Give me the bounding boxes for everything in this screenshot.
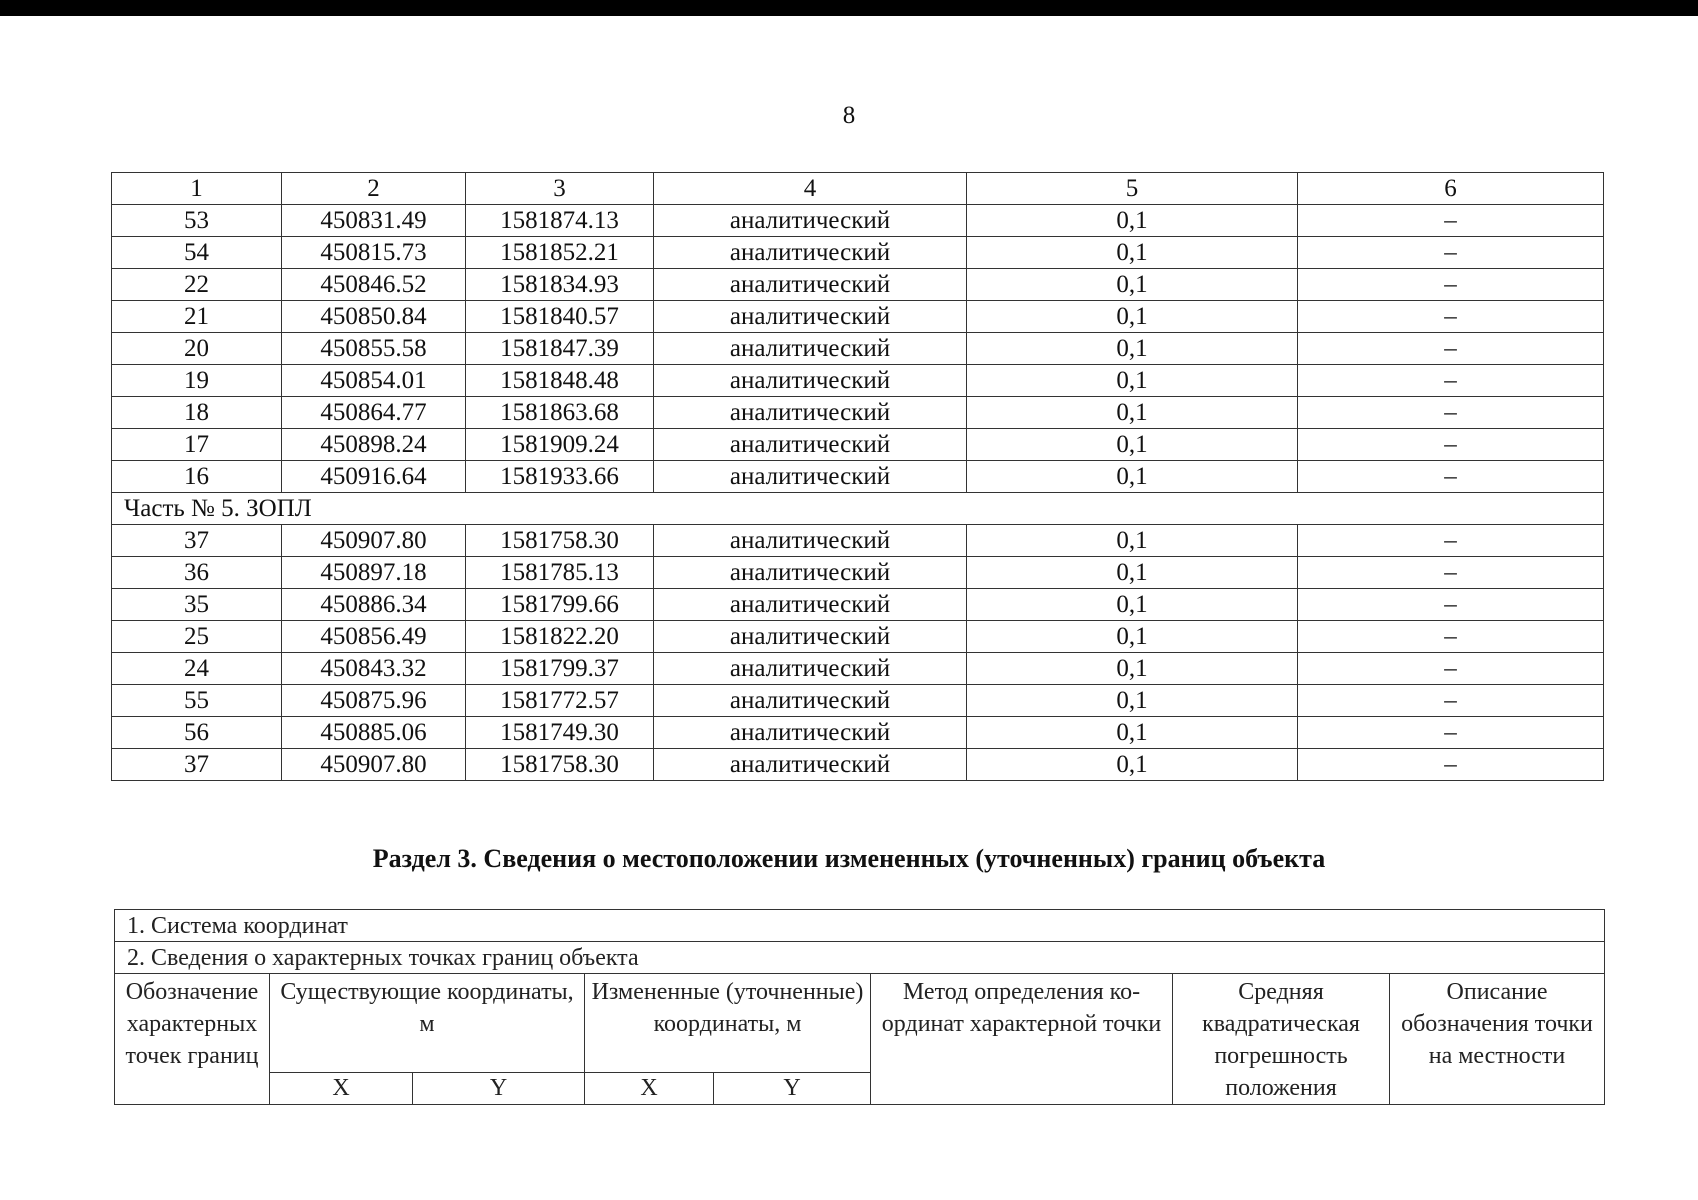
- table-cell: –: [1298, 397, 1604, 429]
- table-cell: 0,1: [967, 525, 1298, 557]
- header-method: Метод определения ко-ординат характерной точки: [871, 974, 1173, 1105]
- table-cell: 18: [112, 397, 282, 429]
- table-cell: 24: [112, 653, 282, 685]
- table-row: [112, 397, 1604, 429]
- header-existing-coords: Существующие координаты, м: [270, 974, 585, 1073]
- table-cell: 1581758.30: [466, 525, 654, 557]
- table-cell: 0,1: [967, 237, 1298, 269]
- table-cell: 1581799.37: [466, 653, 654, 685]
- table-cell: аналитический: [654, 557, 967, 589]
- table-cell: 0,1: [967, 685, 1298, 717]
- table-cell: 35: [112, 589, 282, 621]
- table-cell: 0,1: [967, 717, 1298, 749]
- table-cell: 5: [967, 173, 1298, 205]
- table-cell: 450850.84: [282, 301, 466, 333]
- table-cell: 450907.80: [282, 525, 466, 557]
- table-cell: 1581749.30: [466, 717, 654, 749]
- boundary-points-cell: 2. Сведения о характерных точках границ объекта: [115, 942, 1605, 974]
- table-cell: 37: [112, 525, 282, 557]
- table-cell: аналитический: [654, 717, 967, 749]
- table-cell: 22: [112, 269, 282, 301]
- table-cell: –: [1298, 653, 1604, 685]
- table-cell: аналитический: [654, 685, 967, 717]
- table-cell: 1581785.13: [466, 557, 654, 589]
- section-title: Раздел 3. Сведения о местоположении измененных (уточненных) границ объекта: [372, 844, 1326, 873]
- table-row: [112, 621, 1604, 653]
- table-cell: –: [1298, 333, 1604, 365]
- table-cell: –: [1298, 557, 1604, 589]
- table-cell: 450886.34: [282, 589, 466, 621]
- table-cell: 54: [112, 237, 282, 269]
- table-row: [112, 461, 1604, 493]
- table-cell: 450907.80: [282, 749, 466, 781]
- table-cell: 1581758.30: [466, 749, 654, 781]
- table-cell: аналитический: [654, 237, 967, 269]
- table-cell: 450875.96: [282, 685, 466, 717]
- table-cell: 36: [112, 557, 282, 589]
- table-cell: 0,1: [967, 589, 1298, 621]
- table-cell: аналитический: [654, 429, 967, 461]
- table-cell: 17: [112, 429, 282, 461]
- table-row: [112, 301, 1604, 333]
- table-cell: 55: [112, 685, 282, 717]
- table-cell: 450916.64: [282, 461, 466, 493]
- table-row: [112, 685, 1604, 717]
- table-cell: 1581863.68: [466, 397, 654, 429]
- table-cell: 0,1: [967, 621, 1298, 653]
- page-number: 8: [842, 102, 856, 129]
- table-cell: 450854.01: [282, 365, 466, 397]
- coordinates-table: [111, 172, 1604, 781]
- table-cell: –: [1298, 621, 1604, 653]
- table-cell: аналитический: [654, 653, 967, 685]
- table-cell: 1581834.93: [466, 269, 654, 301]
- table-cell: 16: [112, 461, 282, 493]
- table-cell: –: [1298, 589, 1604, 621]
- table-cell: 3: [466, 173, 654, 205]
- table-cell: аналитический: [654, 461, 967, 493]
- table-cell: 0,1: [967, 557, 1298, 589]
- table-cell: –: [1298, 749, 1604, 781]
- table-cell: 450898.24: [282, 429, 466, 461]
- header-changed-x: X: [585, 1073, 714, 1105]
- table-cell: –: [1298, 461, 1604, 493]
- table-cell: 2: [282, 173, 466, 205]
- top-black-border: [0, 0, 1698, 16]
- table-cell: –: [1298, 365, 1604, 397]
- table-row: [112, 525, 1604, 557]
- table-cell: –: [1298, 429, 1604, 461]
- table-cell: –: [1298, 717, 1604, 749]
- table-cell: 19: [112, 365, 282, 397]
- table-header-row: [112, 173, 1604, 205]
- table-cell: 1581852.21: [466, 237, 654, 269]
- table-cell: аналитический: [654, 333, 967, 365]
- boundary-points-row: [115, 942, 1605, 974]
- table-cell: 0,1: [967, 365, 1298, 397]
- table-cell: –: [1298, 525, 1604, 557]
- table-cell: 6: [1298, 173, 1604, 205]
- table-cell: 1581840.57: [466, 301, 654, 333]
- table-row: [112, 653, 1604, 685]
- table-cell: 0,1: [967, 269, 1298, 301]
- table-cell: аналитический: [654, 397, 967, 429]
- table-cell: 450864.77: [282, 397, 466, 429]
- header-designation: Обозначение характерных точек границ: [115, 974, 270, 1105]
- table-cell: –: [1298, 301, 1604, 333]
- table-cell: 1581847.39: [466, 333, 654, 365]
- table-row: [112, 269, 1604, 301]
- table-cell: –: [1298, 237, 1604, 269]
- table-cell: 1: [112, 173, 282, 205]
- table-cell: аналитический: [654, 525, 967, 557]
- header-row-1: [115, 974, 1605, 1073]
- table-row: [112, 717, 1604, 749]
- changed-boundaries-table: [114, 909, 1605, 1105]
- table-cell: 450843.32: [282, 653, 466, 685]
- table-cell: аналитический: [654, 365, 967, 397]
- coordinate-system-row: [115, 910, 1605, 942]
- table-cell: 1581933.66: [466, 461, 654, 493]
- table-row: [112, 333, 1604, 365]
- table-row: [112, 365, 1604, 397]
- table-row: [112, 557, 1604, 589]
- table-cell: аналитический: [654, 205, 967, 237]
- header-existing-x: X: [270, 1073, 413, 1105]
- table-cell: 0,1: [967, 397, 1298, 429]
- table-cell: 1581874.13: [466, 205, 654, 237]
- table-cell: 450897.18: [282, 557, 466, 589]
- header-changed-y: Y: [714, 1073, 871, 1105]
- table-cell: 1581848.48: [466, 365, 654, 397]
- table-cell: 0,1: [967, 749, 1298, 781]
- table-cell: аналитический: [654, 301, 967, 333]
- table-cell: –: [1298, 685, 1604, 717]
- table-row: [112, 429, 1604, 461]
- table-cell: 56: [112, 717, 282, 749]
- table-cell: 20: [112, 333, 282, 365]
- table-cell: 0,1: [967, 429, 1298, 461]
- part-label-row: [112, 493, 1604, 525]
- table-row: [112, 205, 1604, 237]
- table-cell: 53: [112, 205, 282, 237]
- table-cell: 450855.58: [282, 333, 466, 365]
- table-cell: 21: [112, 301, 282, 333]
- table-cell: 1581909.24: [466, 429, 654, 461]
- part-label: Часть № 5. ЗОПЛ: [112, 493, 1604, 525]
- header-changed-coords: Измененные (уточненные) координаты, м: [585, 974, 871, 1073]
- table-cell: 0,1: [967, 653, 1298, 685]
- table-row: [112, 589, 1604, 621]
- header-existing-y: Y: [413, 1073, 585, 1105]
- table-cell: 0,1: [967, 301, 1298, 333]
- table-cell: 4: [654, 173, 967, 205]
- table-cell: аналитический: [654, 621, 967, 653]
- table-cell: аналитический: [654, 589, 967, 621]
- coordinate-system-cell: 1. Система координат: [115, 910, 1605, 942]
- table-cell: аналитический: [654, 749, 967, 781]
- header-description: Описание обозначения точки на местности: [1390, 974, 1605, 1105]
- table-cell: 0,1: [967, 461, 1298, 493]
- table-cell: 37: [112, 749, 282, 781]
- header-rms-error: Средняя квадратическая погрешность положения: [1173, 974, 1390, 1105]
- table-cell: 0,1: [967, 205, 1298, 237]
- table-cell: 0,1: [967, 333, 1298, 365]
- table-cell: 450815.73: [282, 237, 466, 269]
- table-cell: –: [1298, 205, 1604, 237]
- table-cell: 25: [112, 621, 282, 653]
- table-cell: –: [1298, 269, 1604, 301]
- table-cell: 1581772.57: [466, 685, 654, 717]
- table-cell: 1581822.20: [466, 621, 654, 653]
- table-cell: аналитический: [654, 269, 967, 301]
- table-row: [112, 749, 1604, 781]
- table-cell: 450846.52: [282, 269, 466, 301]
- table-cell: 450856.49: [282, 621, 466, 653]
- table-cell: 1581799.66: [466, 589, 654, 621]
- table-cell: 450885.06: [282, 717, 466, 749]
- table-row: [112, 237, 1604, 269]
- table-cell: 450831.49: [282, 205, 466, 237]
